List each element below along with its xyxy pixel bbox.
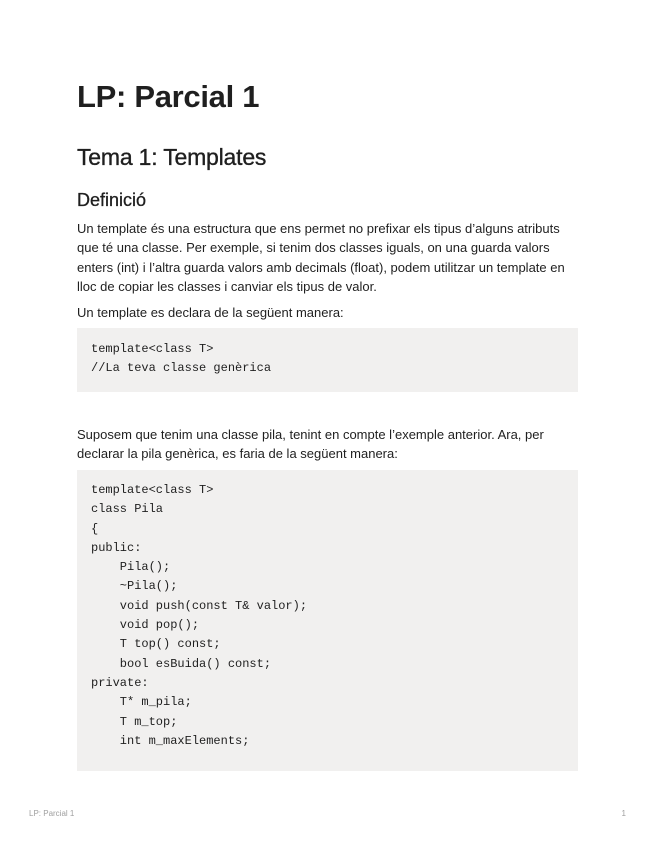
code-line: public: [91, 540, 142, 555]
code-line: { [91, 521, 99, 536]
footer-page-number: 1 [621, 809, 626, 818]
code-line: bool esBuida() const; [91, 656, 272, 671]
code-line: T top() const; [91, 637, 221, 652]
footer-document-title: LP: Parcial 1 [29, 809, 75, 818]
paragraph-definition: Un template és una estructura que ens permet no prefixar els tipus d’alguns atributs que té una classe. Per exemple, si tenim dos classes iguals, on una guarda valors enters (int) i l’altra guarda valors amb decimals (float), podem utilitzar un template en lloc de copiar les classes i canviar els tipus de valor. [77, 221, 565, 294]
paragraph-declaration: Un template es declara de la següent manera: [77, 305, 344, 320]
paragraph-stack-example: Suposem que tenim una classe pila, tenint en compte l’exemple anterior. Ara, per declarar la pila genèrica, es faria de la següent manera: [77, 427, 544, 462]
document-title: LP: Parcial 1 [77, 79, 260, 114]
code-line: template<class T> [91, 342, 214, 356]
code-line: private: [91, 675, 149, 690]
code-line: class Pila [91, 502, 164, 517]
code-line: void push(const T& valor); [91, 598, 308, 613]
code-line: //La teva classe genèrica [91, 361, 272, 376]
code-line: void pop(); [91, 618, 200, 633]
section-title: Tema 1: Templates [77, 144, 267, 170]
code-block-stack [77, 470, 578, 771]
code-block-template [77, 328, 578, 392]
subsection-title: Definició [77, 190, 147, 210]
code-line: template<class T> [91, 483, 214, 497]
code-line: ~Pila(); [91, 579, 178, 594]
code-line: Pila(); [91, 560, 171, 575]
code-line: T* m_pila; [91, 695, 192, 710]
code-line: int m_maxElements; [91, 733, 250, 748]
code-line: T m_top; [91, 714, 178, 729]
